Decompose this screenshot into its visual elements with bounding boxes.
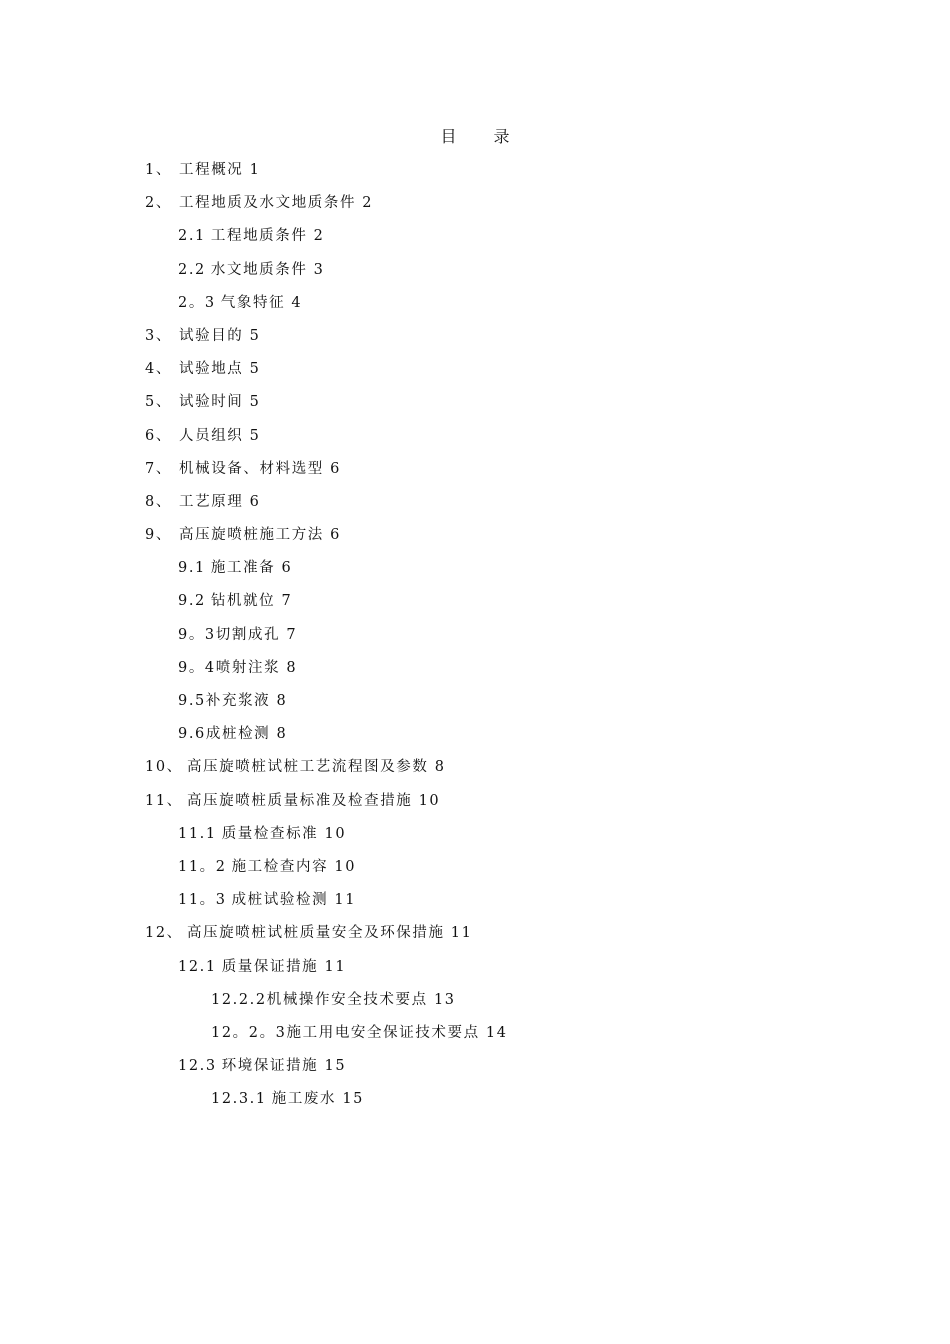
toc-entry-text: 工程地质及水文地质条件 2	[179, 195, 374, 212]
toc-entry-number: 9.2	[178, 593, 206, 610]
toc-entry-number: 12.1	[178, 958, 217, 975]
toc-entry	[0, 356, 950, 389]
toc-entry-number: 9.1	[178, 560, 206, 577]
toc-entry-number: 5、	[145, 394, 172, 411]
toc-entry-text: 高压旋喷桩试桩工艺流程图及参数 8	[187, 759, 446, 776]
toc-entry	[0, 887, 950, 920]
toc-entry	[0, 190, 950, 223]
toc-entry-text: 人员组织 5	[179, 427, 261, 444]
toc-entry-text: 机械设备、材料选型 6	[179, 460, 341, 477]
toc-entry-text: 施工废水 15	[271, 1091, 364, 1108]
toc-entry-text: 质量保证措施 11	[221, 958, 347, 975]
toc-entry	[0, 788, 950, 821]
toc-entry	[0, 754, 950, 787]
toc-entry-text: 喷射注浆 8	[215, 659, 298, 676]
toc-entry	[0, 489, 950, 522]
toc-entry	[0, 1086, 950, 1119]
toc-entry-number: 9、	[145, 527, 172, 544]
toc-entry	[0, 655, 950, 688]
toc-entry-text: 环境保证措施 15	[221, 1058, 347, 1075]
toc-entry	[0, 456, 950, 489]
toc-entry-number: 11。2	[178, 858, 227, 875]
toc-entry-number: 9。4	[178, 659, 216, 676]
toc-entry-text: 质量检查标准 10	[221, 825, 347, 842]
toc-entry	[0, 1020, 950, 1053]
toc-entry	[0, 423, 950, 456]
toc-entry-text: 施工用电安全保证技术要点 14	[286, 1024, 508, 1041]
toc-entry-number: 10、	[145, 759, 183, 776]
toc-list	[0, 157, 950, 1119]
toc-entry-text: 机械操作安全技术要点 13	[266, 991, 456, 1008]
toc-entry-text: 水文地质条件 3	[210, 261, 325, 278]
toc-entry-text: 补充浆液 8	[205, 693, 288, 709]
toc-entry-text: 钻机就位 7	[210, 593, 293, 610]
toc-entry-number: 2.1	[178, 228, 206, 245]
toc-entry-text: 试验地点 5	[179, 361, 261, 378]
toc-entry	[0, 622, 950, 655]
toc-entry	[0, 323, 950, 356]
toc-entry-text: 施工准备 6	[210, 560, 293, 577]
toc-entry-text: 高压旋喷桩施工方法 6	[179, 527, 341, 544]
toc-entry-number: 7、	[145, 460, 172, 477]
toc-entry-number: 4、	[145, 361, 172, 378]
toc-entry-text: 工程概况 1	[179, 162, 261, 178]
toc-entry-number: 11、	[145, 792, 183, 809]
toc-entry-text: 施工检查内容 10	[231, 858, 357, 875]
toc-entry-number: 12.2.2	[211, 991, 267, 1008]
toc-entry-number: 12.3	[178, 1058, 217, 1075]
toc-entry-number: 2。3	[178, 294, 216, 311]
toc-entry-number: 12、	[145, 925, 183, 942]
toc-entry-number: 9。3	[178, 626, 216, 643]
toc-entry-number: 11.1	[178, 825, 217, 842]
toc-entry	[0, 588, 950, 621]
toc-entry-number: 9.6	[178, 726, 206, 743]
toc-entry-number: 11。3	[178, 892, 227, 909]
toc-entry-number: 2、	[145, 195, 172, 212]
toc-entry-number: 1、	[145, 162, 172, 178]
toc-entry	[0, 987, 950, 1020]
toc-entry	[0, 522, 950, 555]
toc-entry	[0, 223, 950, 256]
toc-entry	[0, 1053, 950, 1086]
toc-entry	[0, 290, 950, 323]
toc-entry	[0, 854, 950, 887]
toc-entry-text: 高压旋喷桩试桩质量安全及环保措施 11	[187, 925, 473, 942]
toc-entry-text: 工程地质条件 2	[210, 228, 325, 245]
toc-entry-text: 成桩检测 8	[205, 726, 288, 743]
toc-entry-text: 工艺原理 6	[179, 493, 261, 510]
toc-entry-text: 成桩试验检测 11	[231, 892, 357, 909]
toc-entry	[0, 389, 950, 422]
toc-entry	[0, 954, 950, 987]
toc-entry	[0, 721, 950, 754]
toc-title: 目 录	[440, 127, 526, 146]
toc-entry	[0, 688, 950, 721]
toc-entry	[0, 821, 950, 854]
toc-entry	[0, 920, 950, 953]
toc-entry-text: 高压旋喷桩质量标准及检查措施 10	[187, 792, 441, 809]
toc-entry-number: 3、	[145, 327, 172, 344]
toc-entry-text: 试验时间 5	[179, 394, 261, 411]
toc-entry-number: 12.3.1	[211, 1091, 267, 1108]
toc-entry	[0, 157, 950, 190]
toc-entry-number: 2.2	[178, 261, 206, 278]
toc-entry-number: 6、	[145, 427, 172, 444]
toc-entry-text: 切割成孔 7	[215, 626, 298, 643]
toc-entry-number: 9.5	[178, 693, 206, 709]
toc-entry	[0, 555, 950, 588]
toc-entry-text: 气象特征 4	[220, 294, 303, 311]
toc-entry-text: 试验目的 5	[179, 327, 261, 344]
toc-entry-number: 12。2。3	[211, 1024, 287, 1041]
toc-entry	[0, 257, 950, 290]
toc-entry-number: 8、	[145, 493, 172, 510]
